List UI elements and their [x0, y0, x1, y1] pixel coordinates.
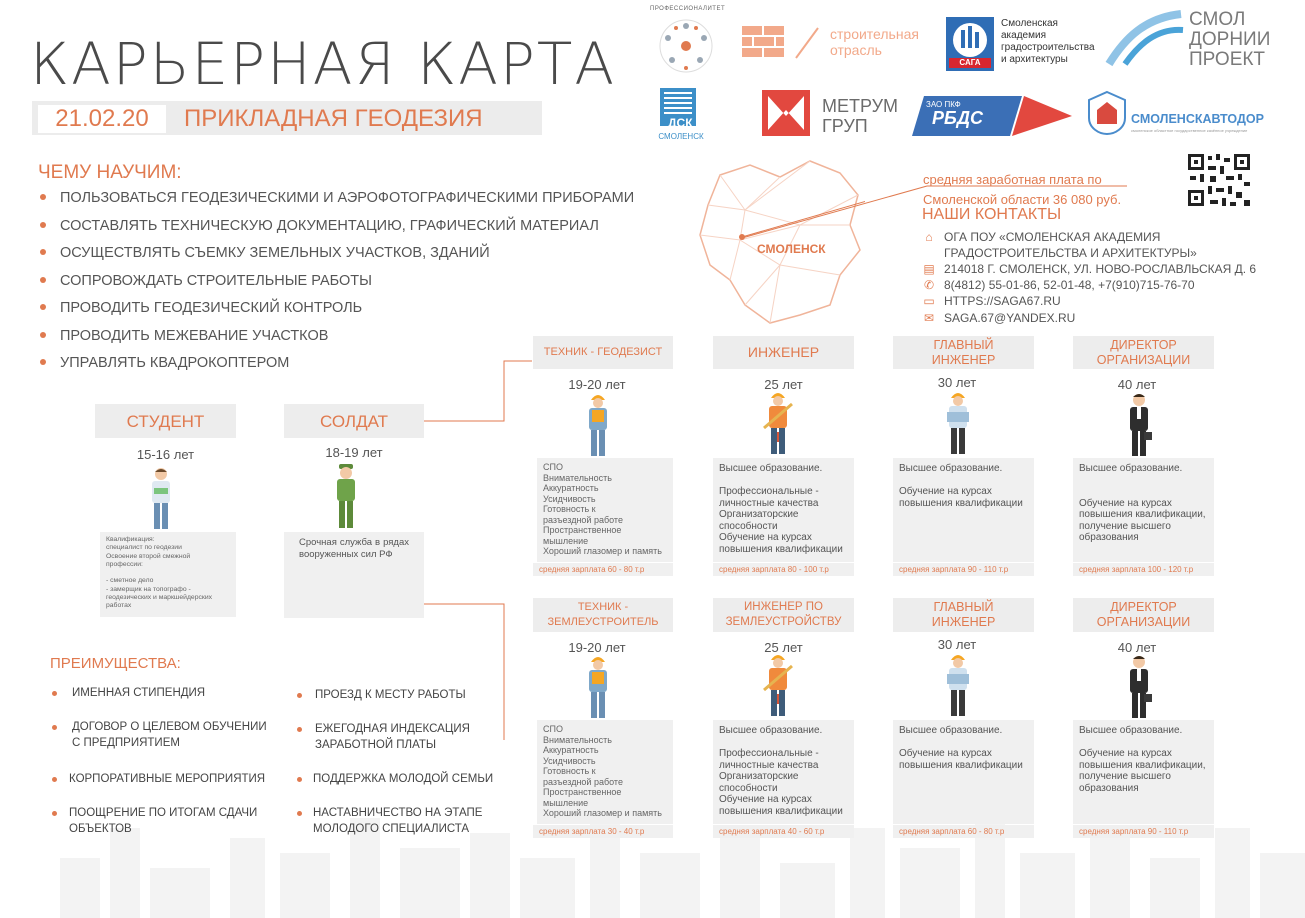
t1-c3-desc: Высшее образование. Обучение на курсах повышения квалификации, получение высшего образования [1073, 458, 1214, 562]
soldier-header: СОЛДАТ [284, 404, 424, 438]
list-item: УПРАВЛЯТЬ КВАДРОКОПТЕРОМ [36, 352, 634, 380]
region-salary-note [923, 170, 1121, 210]
institution-icon: ⌂ [925, 230, 933, 244]
metrum-line1: МЕТРУМ [822, 96, 899, 116]
t1-c2-salary: средняя зарплата 90 - 110 т.р [893, 563, 1034, 576]
saga-line4: и архитектуры [1001, 54, 1068, 65]
advantage-item: ПРОЕЗД К МЕСТУ РАБОТЫ [297, 687, 507, 703]
advantage-item: НАСТАВНИЧЕСТВО НА ЭТАПЕ МОЛОДОГО СПЕЦИАЛИСТА [297, 805, 517, 837]
t1-c3-salary: средняя зарплата 100 - 120 т.р [1073, 563, 1214, 576]
stroitelnaya-otrasl-logo [740, 22, 935, 68]
website-icon: ▭ [923, 294, 935, 308]
contacts-heading: НАШИ КОНТАКТЫ [922, 206, 1062, 223]
contact-phone: ✆ 8(4812) 55-01-86, 52-01-48, +7(910)715-76-70 [923, 278, 1195, 292]
list-item: ПРОВОДИТЬ МЕЖЕВАНИЕ УЧАСТКОВ [36, 325, 634, 353]
bullet-icon [40, 332, 46, 338]
soldier-figure-icon [331, 462, 361, 530]
qr-code [1186, 152, 1252, 208]
list-item: ПОЛЬЗОВАТЬСЯ ГЕОДЕЗИЧЕСКИМИ И АЭРОФОТОГРАФИЧЕСКИМИ ПРИБОРАМИ [36, 187, 634, 215]
brick-icon [740, 22, 820, 62]
career-connectors [420, 340, 540, 740]
advantage-item: ДОГОВОР О ЦЕЛЕВОМ ОБУЧЕНИИ С ПРЕДПРИЯТИЕМ [52, 719, 272, 751]
dsk-logo [650, 86, 712, 144]
avtodor-name: СМОЛЕНСКАВТОДОР [1131, 112, 1264, 126]
student-desc: Квалификация: специалист по геодезии Освоение второй смежной профессии: - сметное дело - замерщик на топографо - геодезических и маркшейдерских работах [100, 532, 236, 617]
t1-c1-salary: средняя зарплата 80 - 100 т.р [713, 563, 854, 576]
stroy-line1: строительная [830, 26, 919, 42]
list-item: СОСТАВЛЯТЬ ТЕХНИЧЕСКУЮ ДОКУМЕНТАЦИЮ, ГРАФИЧЕСКИЙ МАТЕРИАЛ [36, 215, 634, 243]
list-item: СОПРОВОЖДАТЬ СТРОИТЕЛЬНЫЕ РАБОТЫ [36, 270, 634, 298]
t1-c1-age: 25 лет [764, 377, 803, 392]
soldier-desc: Срочная служба в рядах вооруженных сил РФ [284, 532, 424, 618]
surveyor-figure-icon [584, 392, 612, 458]
metrum-line2: ГРУП [822, 116, 868, 136]
saga-badge: САГА [959, 58, 981, 67]
student-age: 15-16 лет [136, 447, 195, 462]
chief-engineer-figure-icon [943, 390, 973, 456]
bullet-icon [40, 249, 46, 255]
page-title: КАРЬЕРНАЯ КАРТА [30, 30, 617, 98]
advantage-item: ЕЖЕГОДНАЯ ИНДЕКСАЦИЯ ЗАРАБОТНОЙ ПЛАТЫ [297, 721, 507, 753]
t2-c1-age: 25 лет [764, 640, 803, 655]
metrum-logo [760, 88, 910, 140]
t2-c2-header: ГЛАВНЫЙ ИНЖЕНЕР [893, 598, 1034, 632]
land-engineer-figure-icon [762, 652, 794, 718]
subject-label: ПРИКЛАДНАЯ ГЕОДЕЗИЯ [184, 105, 483, 132]
stroy-line2: отрасль [830, 42, 882, 58]
list-item: ОСУЩЕСТВЛЯТЬ СЪЕМКУ ЗЕМЕЛЬНЫХ УЧАСТКОВ, ЗДАНИЙ [36, 242, 634, 270]
teach-heading: ЧЕМУ НАУЧИМ: [38, 162, 182, 183]
advantage-item: КОРПОРАТИВНЫЕ МЕРОПРИЯТИЯ [52, 771, 292, 787]
avtodor-emblem [1085, 90, 1129, 136]
contact-site[interactable]: ▭ HTTPS://SAGA67.RU [923, 294, 1061, 308]
t2-c3-header: ДИРЕКТОР ОРГАНИЗАЦИИ [1073, 598, 1214, 632]
t2-c1-header: ИНЖЕНЕР ПО ЗЕМЛЕУСТРОЙСТВУ [713, 598, 854, 632]
t2-c3-salary: средняя зарплата 90 - 110 т.р [1073, 825, 1214, 838]
advantage-item: ПООЩРЕНИЕ ПО ИТОГАМ СДАЧИ ОБЪЕКТОВ [52, 805, 292, 837]
chief-engineer-2-figure-icon [943, 652, 973, 718]
t2-c0-desc: СПО Внимательность Аккуратность Усидчивость Готовность к разъездной работе Пространственное мышление Хороший глазомер и память [537, 720, 673, 824]
t1-c2-age: 30 лет [937, 375, 977, 390]
student-figure-icon [145, 466, 177, 532]
professionalitet-emblem [650, 6, 726, 80]
engineer-figure-icon [762, 390, 794, 456]
contact-email[interactable]: ✉ SAGA.67@YANDEX.RU [923, 311, 1076, 325]
t1-c0-age: 19-20 лет [568, 377, 626, 392]
t2-c0-salary: средняя зарплата 30 - 40 т.р [533, 825, 673, 838]
rbds-small: ЗАО ПКФ [926, 100, 961, 109]
student-header: СТУДЕНТ [95, 404, 236, 438]
smol-line2: ДОРНИИ [1189, 29, 1271, 50]
dsk-city: СМОЛЕНСК [658, 132, 704, 141]
t2-c2-salary: средняя зарплата 60 - 80 т.р [893, 825, 1034, 838]
map-icon: ▤ [923, 262, 935, 276]
list-item: ПРОВОДИТЬ ГЕОДЕЗИЧЕСКИЙ КОНТРОЛЬ [36, 297, 634, 325]
smoldorniiproekt-logo [1105, 8, 1275, 72]
region-salary-line2: Смоленской области 36 080 руб. [923, 192, 1122, 207]
date-label: 21.02.20 [38, 105, 166, 133]
t1-c1-desc: Высшее образование. Профессиональные - личностные качества Организаторские способности Обучение на курсах повышения квалификации [713, 458, 854, 562]
smol-line3: ПРОЕКТ [1189, 49, 1266, 70]
t1-c2-header: ГЛАВНЫЙ ИНЖЕНЕР [893, 336, 1034, 369]
bullet-icon [40, 222, 46, 228]
t1-c1-header: ИНЖЕНЕР [713, 336, 854, 369]
avtodor-sub: смоленское областное государственное казённое учреждение [1131, 128, 1248, 133]
advantage-item: ИМЕННАЯ СТИПЕНДИЯ [52, 685, 252, 701]
smolenskavtodor-logo [1085, 90, 1275, 140]
saga-line3: градостроительства [1001, 42, 1095, 53]
director-2-figure-icon [1124, 652, 1154, 720]
t1-c2-desc: Высшее образование. Обучение на курсах повышения квалификации [893, 458, 1034, 562]
rbds-logo [912, 92, 1072, 140]
t1-c0-header: ТЕХНИК - ГЕОДЕЗИСТ [533, 336, 673, 369]
advantage-item: ПОДДЕРЖКА МОЛОДОЙ СЕМЬИ [297, 771, 517, 787]
smol-line1: СМОЛ [1189, 9, 1246, 30]
bullet-icon [40, 277, 46, 283]
land-surveyor-figure-icon [584, 654, 612, 720]
professionalitet-logo [650, 6, 726, 80]
map-city-label: СМОЛЕНСК [757, 242, 826, 256]
director-figure-icon [1124, 390, 1154, 458]
t2-c2-desc: Высшее образование. Обучение на курсах повышения квалификации [893, 720, 1034, 824]
t2-c0-age: 19-20 лет [568, 640, 626, 655]
t1-c0-desc: СПО Внимательность Аккуратность Усидчивость Готовность к разъездной работе Пространственное мышление Хороший глазомер и память [537, 458, 673, 562]
t2-c3-age: 40 лет [1117, 640, 1157, 655]
professionalitet-text: ПРОФЕССИОНАЛИТЕТ [650, 6, 726, 12]
t1-c3-header: ДИРЕКТОР ОРГАНИЗАЦИИ [1073, 336, 1214, 369]
t2-c1-desc: Высшее образование. Профессиональные - личностные качества Организаторские способности Обучение на курсах повышения квалификации [713, 720, 854, 824]
saga-line1: Смоленская [1001, 18, 1058, 29]
region-salary-line1: средняя заработная плата по [923, 172, 1102, 187]
metrum-emblem [760, 88, 812, 138]
dsk-mark: ДСК [668, 116, 693, 130]
t2-c3-desc: Высшее образование. Обучение на курсах повышения квалификации, получение высшего образования [1073, 720, 1214, 824]
t2-c0-header: ТЕХНИК - ЗЕМЛЕУСТРОИТЕЛЬ [533, 598, 673, 632]
saga-line2: академия [1001, 30, 1046, 41]
rbds-big: РБДС [932, 108, 983, 128]
soldier-age: 18-19 лет [325, 445, 383, 460]
phone-icon: ✆ [923, 278, 935, 292]
contact-address: ▤ 214018 Г. СМОЛЕНСК, УЛ. НОВО-РОСЛАВЛЬСКАЯ Д. 6 [923, 262, 1257, 276]
t2-c1-salary: средняя зарплата 40 - 60 т.р [713, 825, 854, 838]
t2-c2-age: 30 лет [937, 637, 977, 652]
advantages-heading: ПРЕИМУЩЕСТВА: [50, 655, 181, 672]
t1-c3-age: 40 лет [1117, 377, 1157, 392]
bullet-icon [40, 194, 46, 200]
t1-c0-salary: средняя зарплата 60 - 80 т.р [533, 563, 673, 576]
bullet-icon [40, 304, 46, 310]
bullet-icon [40, 359, 46, 365]
road-emblem [1105, 8, 1185, 68]
contact-org: ⌂ ОГА ПОУ «СМОЛЕНСКАЯ АКАДЕМИЯ ГРАДОСТРОИТЕЛЬСТВА И АРХИТЕКТУРЫ» [922, 229, 1197, 261]
mail-icon: ✉ [923, 311, 935, 325]
saga-logo [945, 16, 1095, 72]
